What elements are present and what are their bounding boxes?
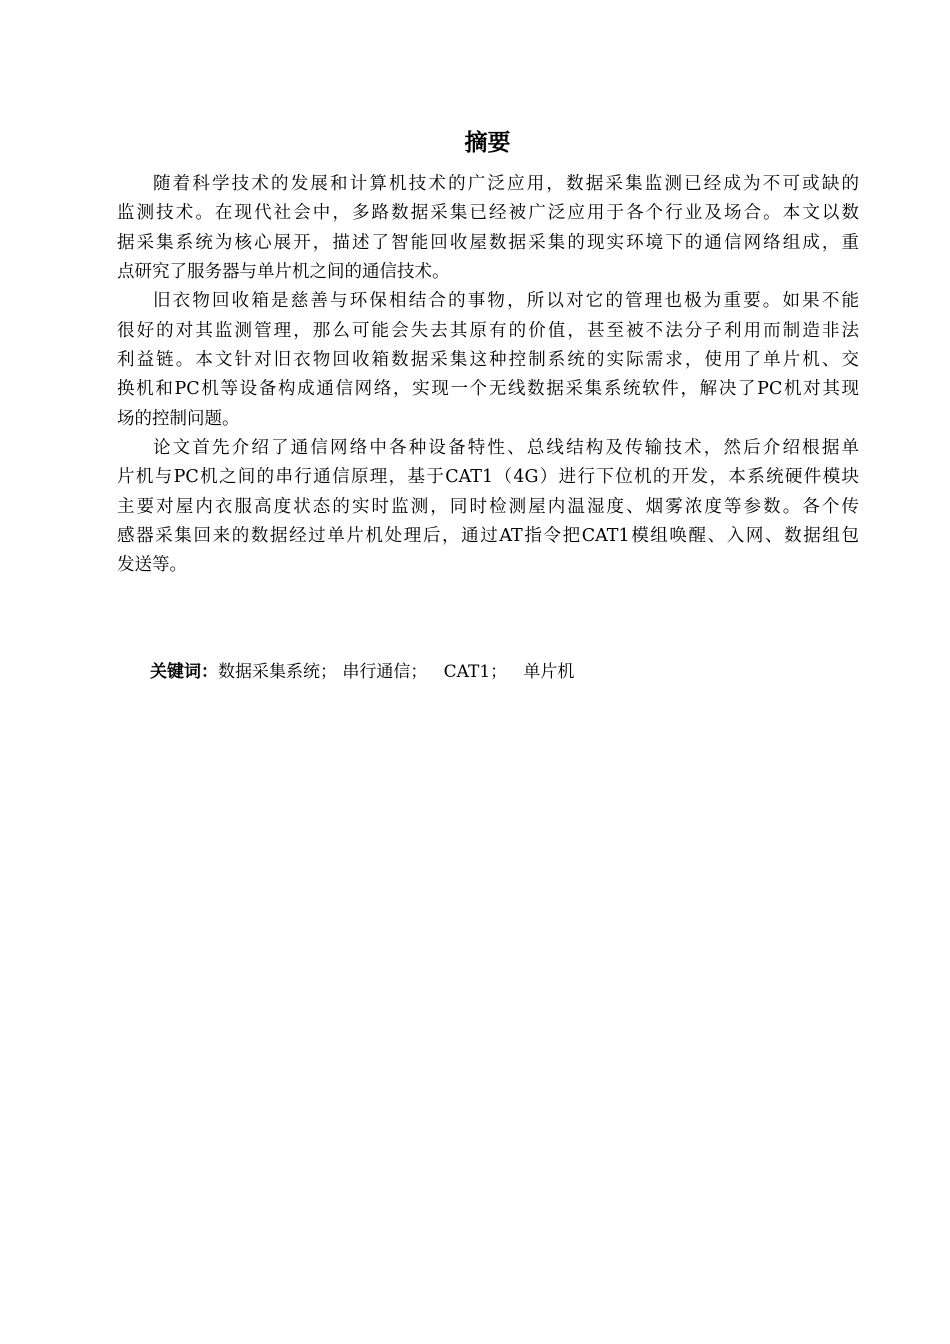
keyword: CAT1； bbox=[443, 662, 508, 682]
text-line: 换机和PC机等设备构成通信网络，实现一个无线数据采集系统软件，解决了PC机对其现 bbox=[117, 379, 859, 400]
text-line: 主要对屋内衣服高度状态的实时监测，同时检测屋内温湿度、烟雾浓度等参数。各个传 bbox=[117, 496, 859, 517]
keyword: 单片机 bbox=[523, 662, 575, 682]
keyword: 串行通信； bbox=[342, 662, 428, 682]
text-line: 论文首先介绍了通信网络中各种设备特性、总线结构及传输技术，然后介绍根据单 bbox=[153, 438, 859, 459]
text-line: 很好的对其监测管理，那么可能会失去其原有的价值，甚至被不法分子利用而制造非法 bbox=[117, 320, 859, 341]
text-line: 监测技术。在现代社会中，多路数据采集已经被广泛应用于各个行业及场合。本文以数 bbox=[117, 203, 859, 224]
text-line: 点研究了服务器与单片机之间的通信技术。 bbox=[117, 262, 450, 283]
keywords-label: 关键词： bbox=[150, 662, 218, 682]
text-line: 随着科学技术的发展和计算机技术的广泛应用，数据采集监测已经成为不可或缺的 bbox=[153, 174, 859, 194]
text-line: 据采集系统为核心展开，描述了智能回收屋数据采集的现实环境下的通信网络组成，重 bbox=[117, 232, 859, 253]
page-title: 摘要 bbox=[464, 130, 511, 156]
text-line: 感器采集回来的数据经过单片机处理后，通过AT指令把CAT1模组唤醒、入网、数据组包 bbox=[117, 526, 859, 547]
text-line: 利益链。本文针对旧衣物回收箱数据采集这种控制系统的实际需求，使用了单片机、交 bbox=[117, 350, 859, 371]
text-line: 发送等。 bbox=[117, 555, 187, 576]
paragraph bbox=[117, 287, 859, 434]
keyword: 数据采集系统； bbox=[218, 662, 337, 682]
text-line: 场的控制问题。 bbox=[117, 408, 240, 429]
keywords bbox=[150, 657, 574, 682]
paragraph bbox=[117, 170, 859, 287]
text-line: 旧衣物回收箱是慈善与环保相结合的事物，所以对它的管理也极为重要。如果不能 bbox=[153, 291, 859, 312]
text-line: 片机与PC机之间的串行通信原理，基于CAT1（4G）进行下位机的开发，本系统硬件模块 bbox=[117, 467, 859, 488]
paragraph bbox=[117, 434, 859, 581]
abstract-body bbox=[117, 170, 859, 581]
